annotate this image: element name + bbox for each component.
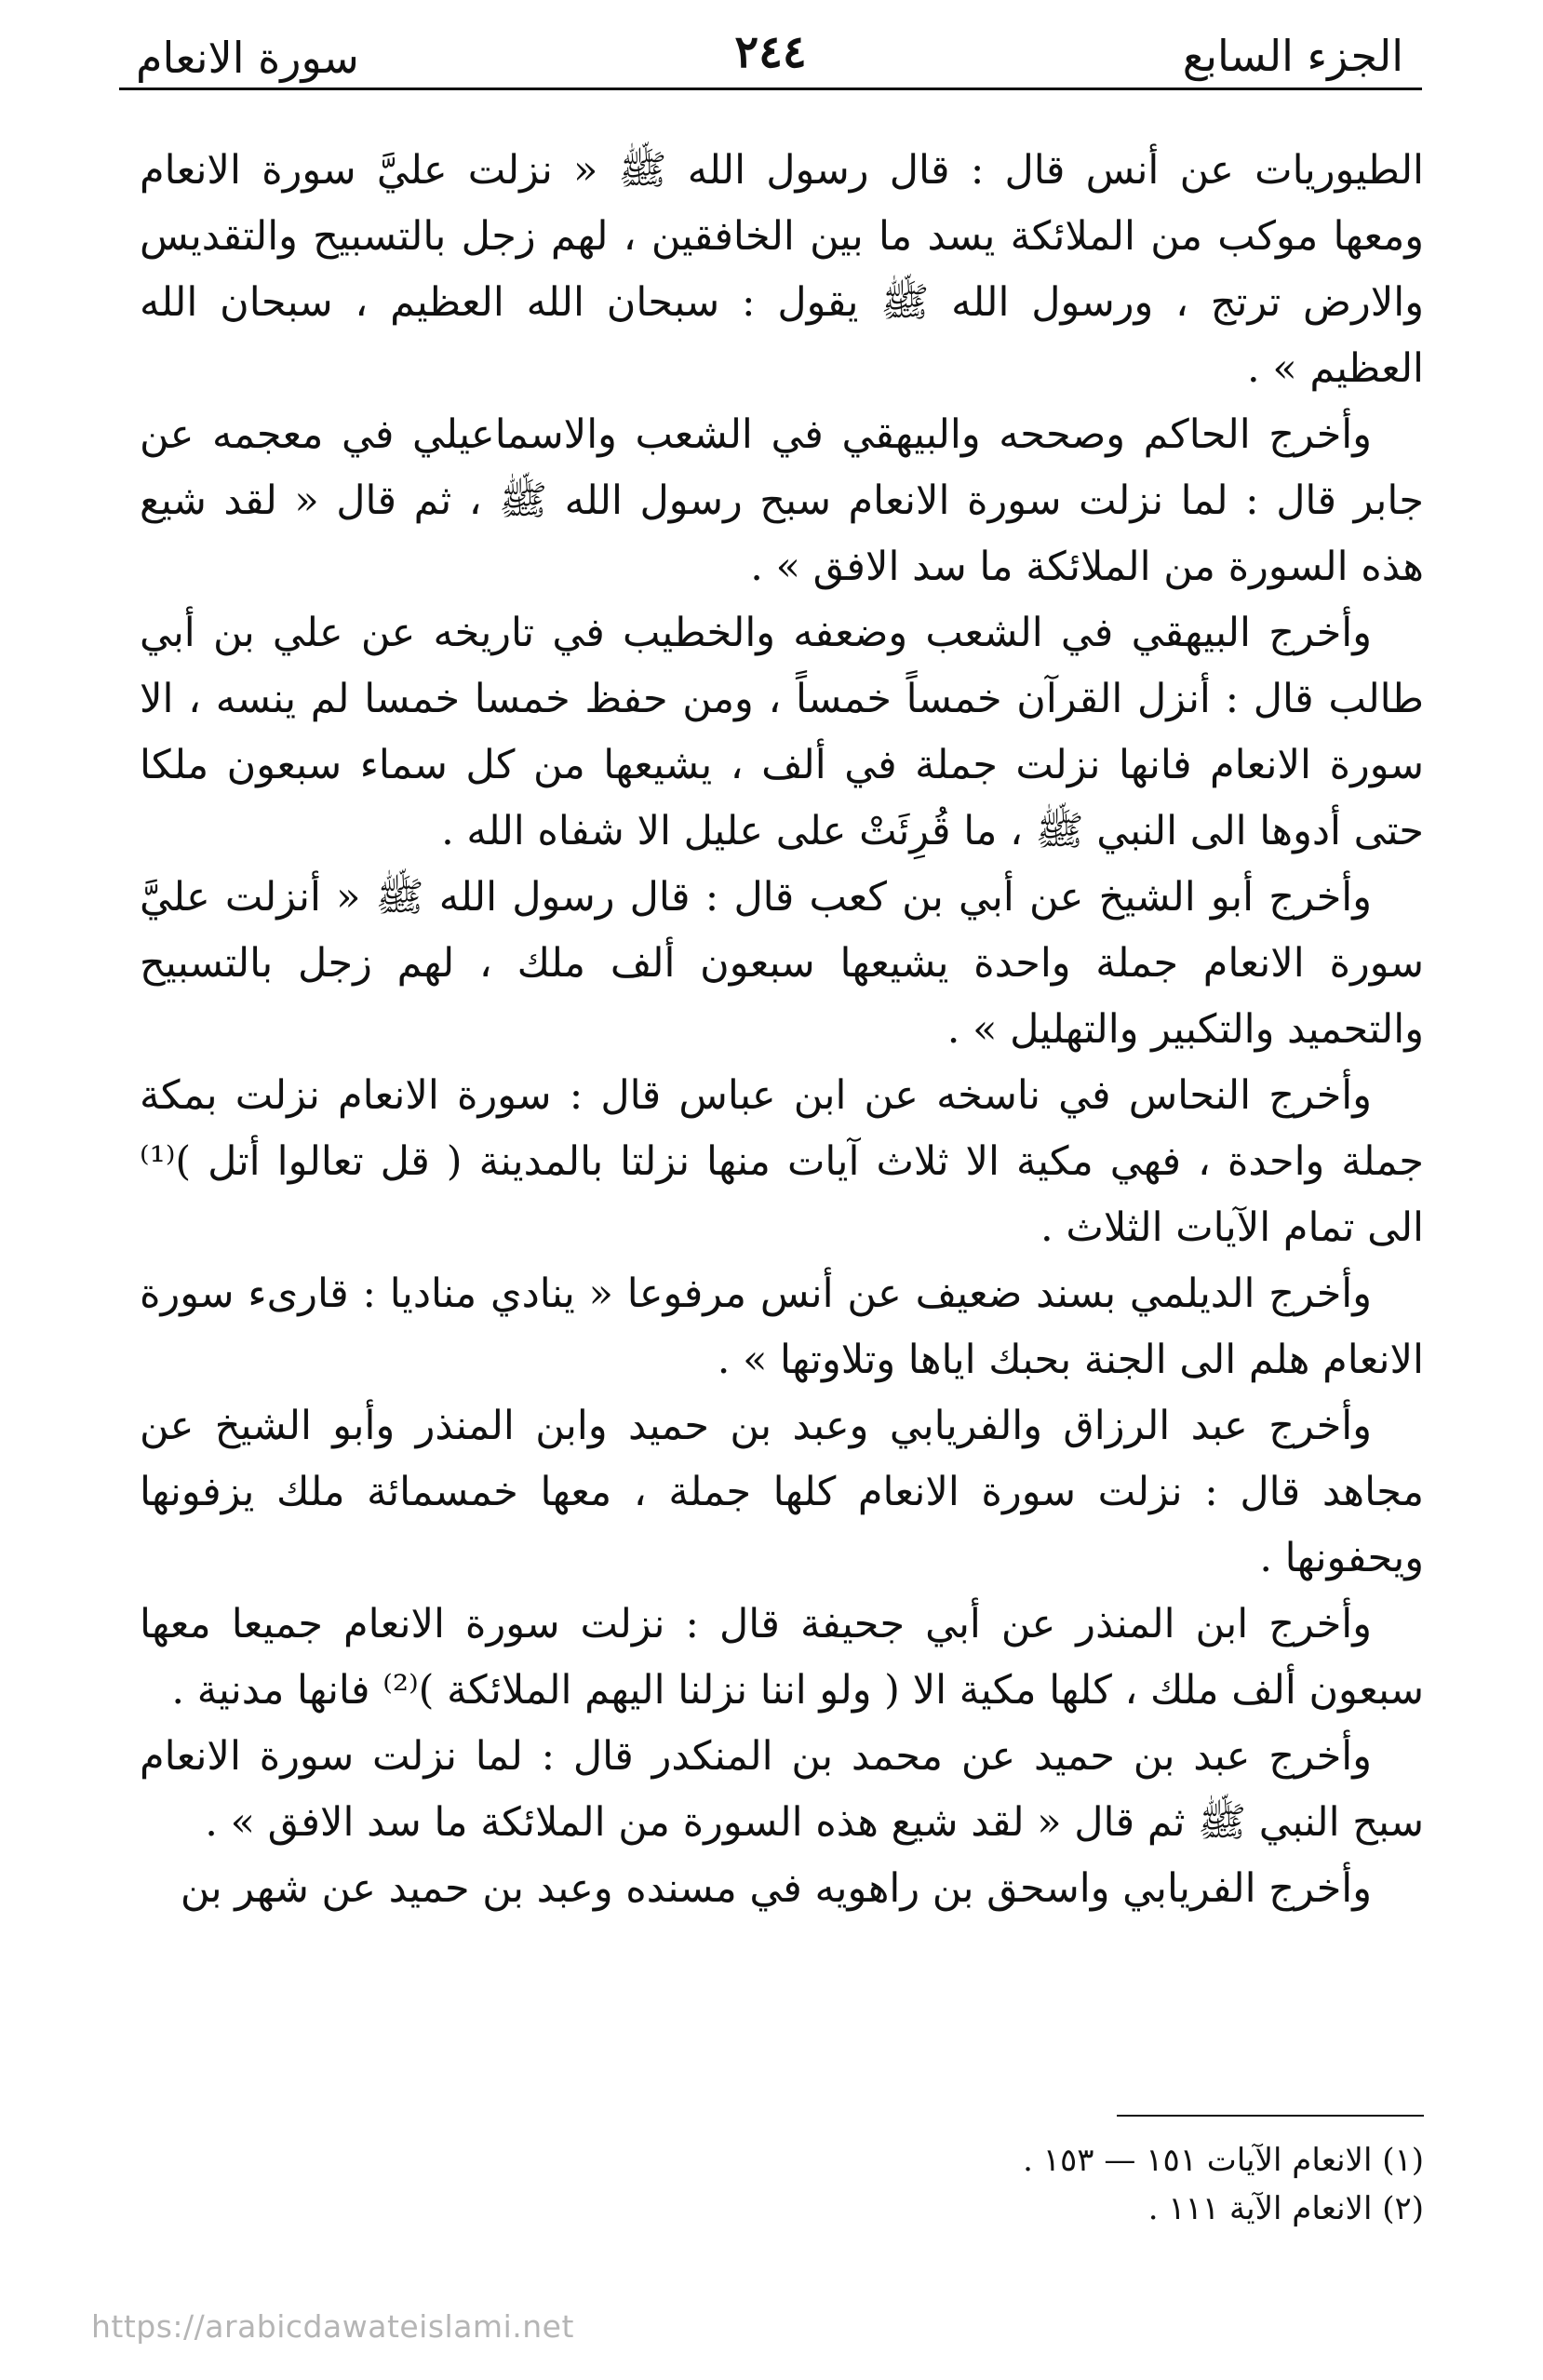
paragraph-6: وأخرج الديلمي بسند ضعيف عن أنس مرفوعا « ينادي مناديا : قارىء سورة الانعام هلم الى الجنة بحبك اياها وتلاوتها » . — [140, 1271, 1424, 1383]
paragraph-10: وأخرج الفريابي واسحق بن راهويه في مسنده وعبد بن حميد عن شهر بن — [180, 1865, 1372, 1912]
paragraph-5: وأخرج النحاس في ناسخه عن ابن عباس قال : سورة الانعام نزلت بمكة جملة واحدة ، فهي مكية الا ثلاث آيات منها نزلتا بالمدينة ( قل تعالوا أتل )⁽¹⁾ الى تمام الآيات الثلاث . — [140, 1072, 1424, 1251]
running-head-part: الجزء السابع — [1182, 31, 1403, 81]
paragraph-2: وأخرج الحاكم وصححه والبيهقي في الشعب والاسماعيلي في معجمه عن جابر قال : لما نزلت سورة الانعام سبح رسول الله ﷺ ، ثم قال « لقد شيع هذه السورة من الملائكة ما سد الافق » . — [140, 411, 1424, 590]
paragraph-8: وأخرج ابن المنذر عن أبي جحيفة قال : نزلت سورة الانعام جميعا معها سبعون ألف ملك ، كلها مكية الا ( ولو اننا نزلنا اليهم الملائكة )⁽²⁾ فانها مدنية . — [140, 1601, 1424, 1714]
footnote-1: (١) الانعام الآيات ١٥١ — ١٥٣ . — [1023, 2142, 1424, 2179]
footnote-rule — [1117, 2115, 1424, 2117]
page-header — [119, 20, 1422, 95]
paragraph-3: وأخرج البيهقي في الشعب وضعفه والخطيب في تاريخه عن علي بن أبي طالب قال : أنزل القرآن خمساً خمساً ، ومن حفظ خمسا خمسا لم ينسه ، الا سورة الانعام فانها نزلت جملة في ألف ، يشيعها من كل سماء سبعون ملكا حتى أدوها الى النبي ﷺ ، ما قُرِئَتْ على عليل الا شفاه الله . — [140, 610, 1424, 854]
footnotes — [140, 2136, 1424, 2233]
footnote-2: (٢) الانعام الآية ١١١ . — [1147, 2190, 1424, 2227]
main-text — [140, 138, 1424, 1922]
running-head-surah: سورة الانعام — [136, 33, 359, 83]
paragraph-1: الطيوريات عن أنس قال : قال رسول الله ﷺ « نزلت عليَّ سورة الانعام ومعها موكب من الملائكة يسد ما بين الخافقين ، لهم زجل بالتسبيح والتقديس والارض ترتج ، ورسول الله ﷺ يقول : سبحان الله العظيم ، سبحان الله العظيم » . — [140, 147, 1424, 392]
paragraph-7: وأخرج عبد الرزاق والفريابي وعبد بن حميد وابن المنذر وأبو الشيخ عن مجاهد قال : نزلت سورة الانعام كلها جملة ، معها خمسمائة ملك يزفونها ويحفونها . — [140, 1403, 1424, 1581]
header-rule — [119, 87, 1422, 90]
paragraph-9: وأخرج عبد بن حميد عن محمد بن المنكدر قال : لما نزلت سورة الانعام سبح النبي ﷺ ثم قال « لقد شيع هذه السورة من الملائكة ما سد الافق » . — [140, 1733, 1424, 1846]
paragraph-4: وأخرج أبو الشيخ عن أبي بن كعب قال : قال رسول الله ﷺ « أنزلت عليَّ سورة الانعام جملة واحدة يشيعها سبعون ألف ملك ، لهم زجل بالتسبيح والتحميد والتكبير والتهليل » . — [140, 874, 1424, 1053]
watermark-url: https://arabicdawateislami.net — [91, 2308, 574, 2345]
page-number: ٢٤٤ — [734, 26, 807, 78]
